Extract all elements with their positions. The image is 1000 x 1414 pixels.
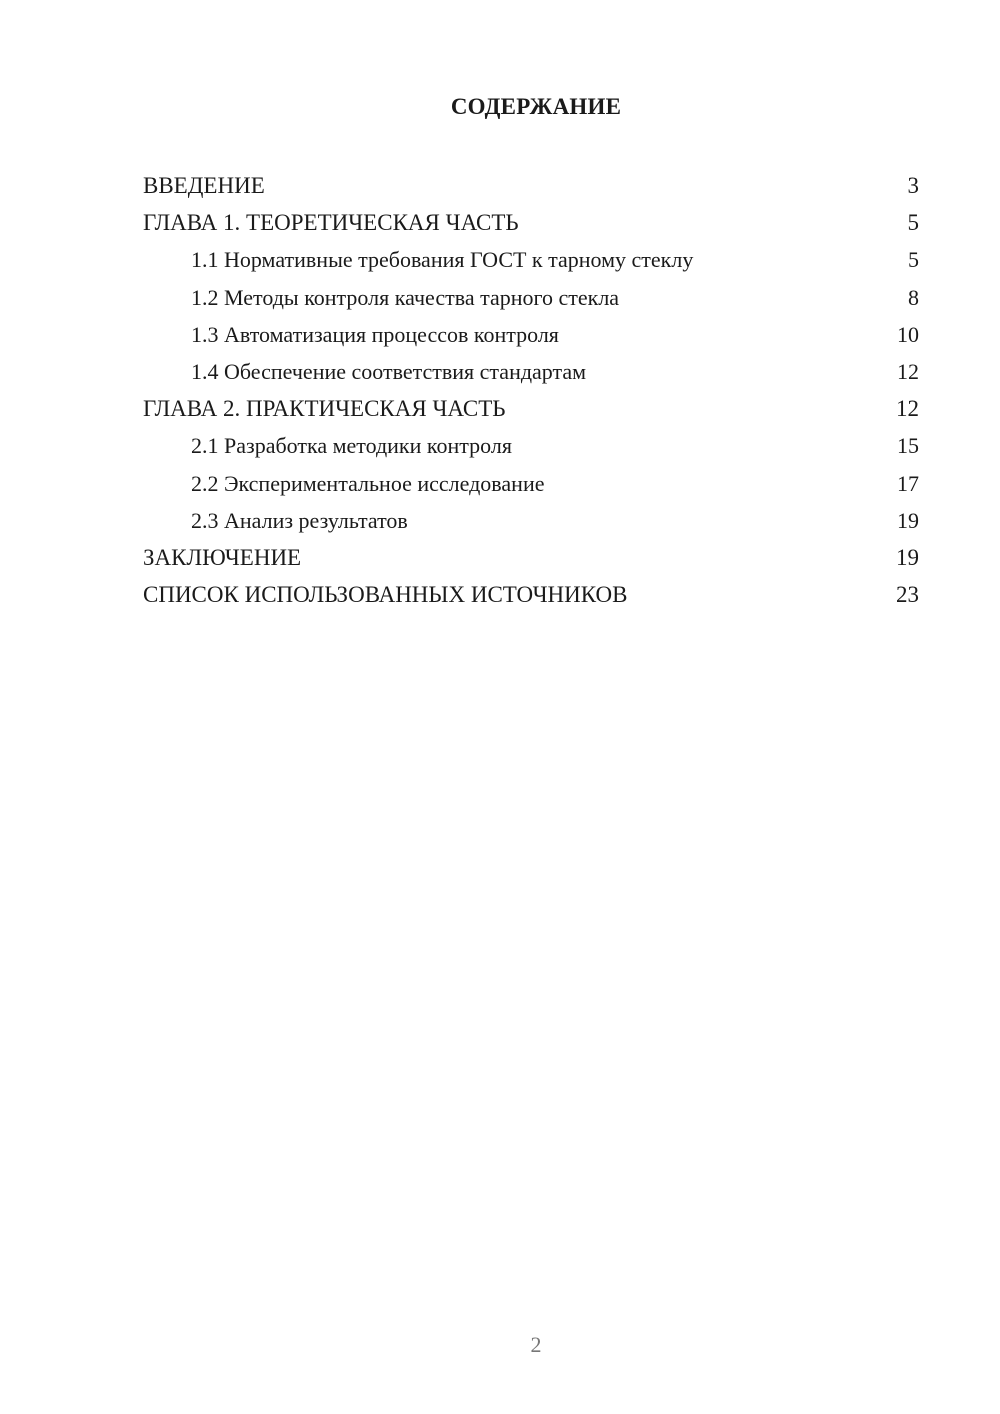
toc-entry-page: 10 [897,321,919,347]
toc-entry-page: 5 [907,210,919,236]
toc-entry-section-1-2[interactable] [143,279,919,316]
toc-entry-section-1-1[interactable] [143,241,919,278]
toc-entry-page: 23 [896,582,919,608]
toc-entry-label: 1.3 Автоматизация процессов контроля [191,321,559,347]
toc-entry-label: ВВЕДЕНИЕ [143,173,265,198]
toc-entry-references[interactable] [143,576,919,613]
toc-entry-chapter-1[interactable] [143,204,919,241]
toc-entry-introduction[interactable] [143,167,919,204]
toc-entry-page: 19 [896,544,919,570]
toc-entry-page: 5 [908,247,919,273]
page-number: 2 [530,1332,542,1357]
toc-entry-section-2-1[interactable] [143,427,919,464]
toc-entry-label: СПИСОК ИСПОЛЬЗОВАННЫХ ИСТОЧНИКОВ [143,582,628,608]
toc-entry-section-2-2[interactable] [143,465,919,502]
table-of-contents [143,167,919,613]
toc-entry-section-1-4[interactable] [143,353,919,390]
toc-entry-page: 8 [908,284,919,310]
toc-entry-page: 17 [897,470,919,496]
toc-entry-label: 2.2 Экспериментальное исследование [191,470,545,496]
toc-entry-label: 2.3 Анализ результатов [191,507,408,533]
toc-entry-label: 2.1 Разработка методики контроля [191,433,512,459]
toc-entry-page: 19 [897,507,919,533]
toc-entry-page: 12 [896,396,919,422]
toc-entry-chapter-2[interactable] [143,390,919,427]
toc-entry-label: 1.4 Обеспечение соответствия стандартам [191,358,587,384]
toc-entry-conclusion[interactable] [143,539,919,576]
toc-entry-label: 1.1 Нормативные требования ГОСТ к тарному стеклу [191,247,694,273]
toc-title: СОДЕРЖАНИЕ [450,94,622,119]
toc-entry-page: 15 [897,433,919,459]
toc-entry-label: ГЛАВА 1. ТЕОРЕТИЧЕСКАЯ ЧАСТЬ [143,210,519,236]
toc-entry-section-1-3[interactable] [143,316,919,353]
toc-entry-section-2-3[interactable] [143,502,919,539]
toc-entry-label: ГЛАВА 2. ПРАКТИЧЕСКАЯ ЧАСТЬ [143,396,506,422]
toc-entry-page: 3 [907,173,919,198]
toc-entry-label: 1.2 Методы контроля качества тарного стекла [191,284,620,310]
toc-entry-label: ЗАКЛЮЧЕНИЕ [143,544,302,570]
toc-entry-page: 12 [897,358,919,384]
